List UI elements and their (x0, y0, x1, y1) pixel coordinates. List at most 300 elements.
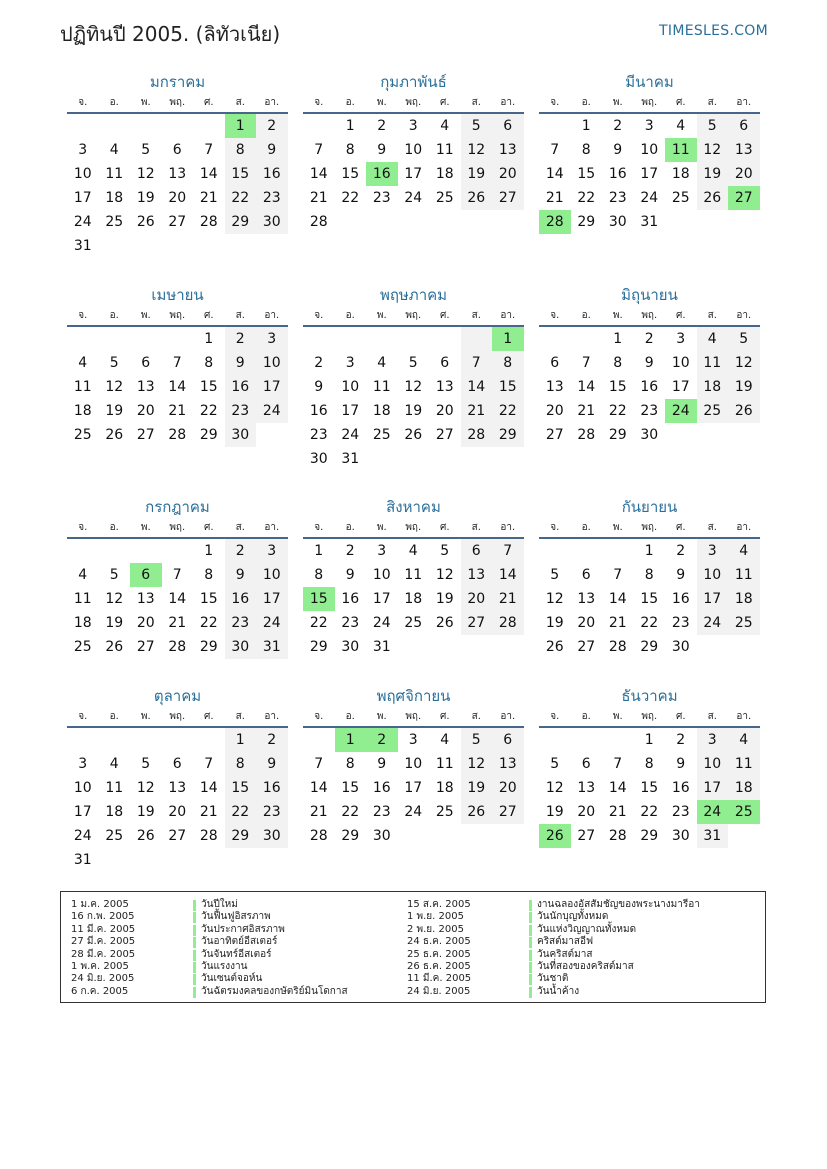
day-cell[interactable]: 8 (345, 756, 355, 772)
day-cell[interactable]: 18 (372, 403, 391, 419)
day-cell[interactable]: 17 (256, 375, 288, 399)
day-cell[interactable]: 12 (105, 591, 124, 607)
day-cell[interactable]: 10 (640, 142, 659, 158)
day-cell[interactable]: 9 (676, 567, 686, 583)
day-cell[interactable]: 19 (404, 403, 423, 419)
day-cell[interactable]: 24 (404, 804, 423, 820)
day-cell[interactable]: 23 (256, 800, 288, 824)
day-cell[interactable]: 30 (225, 423, 257, 447)
day-cell[interactable]: 26 (435, 615, 454, 631)
day-cell[interactable]: 4 (728, 539, 760, 563)
day-cell[interactable]: 24 (73, 214, 92, 230)
day-cell[interactable]: 2 (256, 114, 288, 138)
day-cell[interactable]: 9 (676, 756, 686, 772)
day-cell[interactable]: 26 (728, 399, 760, 423)
day-cell[interactable]: 30 (671, 828, 690, 844)
day-cell[interactable]: 10 (341, 379, 360, 395)
day-cell[interactable]: 2 (225, 539, 257, 563)
day-cell[interactable]: 21 (309, 804, 328, 820)
day-cell[interactable]: 10 (671, 355, 690, 371)
day-cell[interactable]: 7 (204, 756, 214, 772)
day-cell[interactable]: 31 (697, 824, 729, 848)
day-cell[interactable]: 11 (697, 351, 729, 375)
day-cell[interactable]: 14 (461, 375, 493, 399)
day-cell[interactable]: 23 (372, 190, 391, 206)
day-cell[interactable]: 6 (728, 114, 760, 138)
day-cell[interactable]: 5 (461, 114, 493, 138)
day-cell[interactable]: 20 (577, 615, 596, 631)
day-cell[interactable]: 1 (581, 118, 591, 134)
day-cell[interactable]: 9 (314, 379, 324, 395)
day-cell[interactable]: 22 (199, 403, 218, 419)
day-cell[interactable]: 20 (168, 190, 187, 206)
day-cell[interactable]: 5 (697, 114, 729, 138)
day-cell[interactable]: 14 (309, 780, 328, 796)
day-cell[interactable]: 21 (309, 190, 328, 206)
day-cell[interactable]: 24 (697, 611, 729, 635)
day-cell[interactable]: 20 (435, 403, 454, 419)
day-cell[interactable]: 17 (697, 587, 729, 611)
day-cell[interactable]: 22 (225, 800, 257, 824)
day-cell[interactable]: 4 (377, 355, 387, 371)
day-cell[interactable]: 3 (697, 728, 729, 752)
day-cell[interactable]: 27 (577, 828, 596, 844)
day-cell[interactable]: 27 (168, 214, 187, 230)
day-cell[interactable]: 21 (461, 399, 493, 423)
day-cell[interactable]: 15 (199, 591, 218, 607)
day-cell[interactable]: 28 (168, 427, 187, 443)
day-cell[interactable]: 6 (172, 756, 182, 772)
day-cell[interactable]: 28 (168, 639, 187, 655)
day-cell[interactable]: 6 (461, 539, 493, 563)
day-cell[interactable]: 8 (345, 142, 355, 158)
day-cell[interactable]: 6 (492, 114, 524, 138)
day-cell[interactable]: 18 (105, 190, 124, 206)
day-cell[interactable]: 3 (676, 331, 686, 347)
day-cell[interactable]: 5 (440, 543, 450, 559)
day-cell[interactable]: 20 (577, 804, 596, 820)
day-cell[interactable]: 1 (345, 118, 355, 134)
day-cell[interactable]: 22 (608, 403, 627, 419)
day-cell[interactable]: 27 (545, 427, 564, 443)
day-cell[interactable]: 16 (671, 591, 690, 607)
day-cell[interactable]: 3 (644, 118, 654, 134)
day-cell[interactable]: 21 (608, 804, 627, 820)
day-cell[interactable]: 23 (256, 186, 288, 210)
day-cell[interactable]: 14 (168, 591, 187, 607)
day-cell[interactable]: 13 (435, 379, 454, 395)
day-cell[interactable]: 25 (404, 615, 423, 631)
day-cell[interactable]: 5 (550, 756, 560, 772)
day-cell[interactable]: 15 (199, 379, 218, 395)
day-cell[interactable]: 17 (640, 166, 659, 182)
day-cell[interactable]: 7 (314, 756, 324, 772)
day-cell[interactable]: 13 (461, 563, 493, 587)
day-cell[interactable]: 27 (577, 639, 596, 655)
day-cell[interactable]: 17 (671, 379, 690, 395)
day-cell[interactable]: 17 (341, 403, 360, 419)
day-cell[interactable]: 31 (73, 852, 92, 868)
day-cell[interactable]: 31 (640, 214, 659, 230)
day-cell[interactable]: 6 (130, 563, 162, 587)
day-cell[interactable]: 16 (225, 375, 257, 399)
day-cell[interactable]: 10 (256, 351, 288, 375)
day-cell[interactable]: 23 (671, 804, 690, 820)
day-cell[interactable]: 3 (408, 118, 418, 134)
day-cell[interactable]: 9 (256, 752, 288, 776)
day-cell[interactable]: 21 (168, 615, 187, 631)
day-cell[interactable]: 4 (109, 756, 119, 772)
day-cell[interactable]: 8 (204, 567, 214, 583)
day-cell[interactable]: 17 (256, 587, 288, 611)
day-cell[interactable]: 29 (640, 639, 659, 655)
day-cell[interactable]: 11 (105, 780, 124, 796)
day-cell[interactable]: 2 (676, 543, 686, 559)
day-cell[interactable]: 6 (581, 567, 591, 583)
day-cell[interactable]: 11 (435, 142, 454, 158)
day-cell[interactable]: 14 (199, 780, 218, 796)
day-cell[interactable]: 16 (608, 166, 627, 182)
day-cell[interactable]: 26 (105, 639, 124, 655)
day-cell[interactable]: 18 (105, 804, 124, 820)
day-cell[interactable]: 16 (225, 587, 257, 611)
day-cell[interactable]: 29 (577, 214, 596, 230)
day-cell[interactable]: 20 (545, 403, 564, 419)
day-cell[interactable]: 27 (435, 427, 454, 443)
day-cell[interactable]: 5 (141, 142, 151, 158)
day-cell[interactable]: 7 (613, 756, 623, 772)
day-cell[interactable]: 1 (225, 114, 257, 138)
day-cell[interactable]: 14 (492, 563, 524, 587)
day-cell[interactable]: 11 (404, 567, 423, 583)
day-cell[interactable]: 26 (105, 427, 124, 443)
day-cell[interactable]: 7 (461, 351, 493, 375)
day-cell[interactable]: 4 (676, 118, 686, 134)
day-cell[interactable]: 3 (256, 539, 288, 563)
day-cell[interactable]: 24 (404, 190, 423, 206)
day-cell[interactable]: 19 (461, 162, 493, 186)
day-cell[interactable]: 29 (640, 828, 659, 844)
day-cell[interactable]: 23 (309, 427, 328, 443)
day-cell[interactable]: 15 (341, 780, 360, 796)
day-cell[interactable]: 1 (204, 331, 214, 347)
day-cell[interactable]: 15 (303, 587, 335, 611)
day-cell[interactable]: 30 (671, 639, 690, 655)
day-cell[interactable]: 7 (581, 355, 591, 371)
day-cell[interactable]: 22 (309, 615, 328, 631)
day-cell[interactable]: 8 (613, 355, 623, 371)
day-cell[interactable]: 1 (613, 331, 623, 347)
day-cell[interactable]: 10 (372, 567, 391, 583)
day-cell[interactable]: 15 (640, 780, 659, 796)
day-cell[interactable]: 1 (225, 728, 257, 752)
day-cell[interactable]: 26 (697, 186, 729, 210)
day-cell[interactable]: 24 (665, 399, 697, 423)
day-cell[interactable]: 10 (73, 166, 92, 182)
day-cell[interactable]: 1 (644, 543, 654, 559)
day-cell[interactable]: 18 (73, 403, 92, 419)
day-cell[interactable]: 12 (461, 138, 493, 162)
day-cell[interactable]: 18 (404, 591, 423, 607)
day-cell[interactable]: 31 (341, 451, 360, 467)
day-cell[interactable]: 25 (697, 399, 729, 423)
day-cell[interactable]: 6 (581, 756, 591, 772)
day-cell[interactable]: 23 (608, 190, 627, 206)
day-cell[interactable]: 11 (435, 756, 454, 772)
day-cell[interactable]: 29 (199, 639, 218, 655)
day-cell[interactable]: 25 (435, 804, 454, 820)
day-cell[interactable]: 12 (435, 567, 454, 583)
day-cell[interactable]: 6 (550, 355, 560, 371)
day-cell[interactable]: 22 (199, 615, 218, 631)
day-cell[interactable]: 5 (550, 567, 560, 583)
day-cell[interactable]: 5 (109, 567, 119, 583)
day-cell[interactable]: 23 (372, 804, 391, 820)
day-cell[interactable]: 17 (404, 780, 423, 796)
day-cell[interactable]: 3 (408, 732, 418, 748)
day-cell[interactable]: 26 (461, 186, 493, 210)
day-cell[interactable]: 18 (671, 166, 690, 182)
day-cell[interactable]: 5 (728, 327, 760, 351)
day-cell[interactable]: 18 (728, 776, 760, 800)
day-cell[interactable]: 16 (256, 162, 288, 186)
day-cell[interactable]: 9 (644, 355, 654, 371)
day-cell[interactable]: 30 (608, 214, 627, 230)
day-cell[interactable]: 5 (141, 756, 151, 772)
day-cell[interactable]: 9 (225, 351, 257, 375)
day-cell[interactable]: 12 (404, 379, 423, 395)
day-cell[interactable]: 20 (461, 587, 493, 611)
day-cell[interactable]: 27 (461, 611, 493, 635)
day-cell[interactable]: 19 (461, 776, 493, 800)
day-cell[interactable]: 8 (581, 142, 591, 158)
day-cell[interactable]: 17 (73, 190, 92, 206)
day-cell[interactable]: 27 (136, 427, 155, 443)
day-cell[interactable]: 25 (73, 639, 92, 655)
day-cell[interactable]: 28 (461, 423, 493, 447)
day-cell[interactable]: 19 (105, 403, 124, 419)
day-cell[interactable]: 27 (728, 186, 760, 210)
day-cell[interactable]: 3 (78, 142, 88, 158)
day-cell[interactable]: 13 (577, 591, 596, 607)
day-cell[interactable]: 4 (440, 732, 450, 748)
day-cell[interactable]: 8 (204, 355, 214, 371)
day-cell[interactable]: 19 (728, 375, 760, 399)
day-cell[interactable]: 13 (168, 780, 187, 796)
day-cell[interactable]: 23 (225, 611, 257, 635)
day-cell[interactable]: 17 (73, 804, 92, 820)
day-cell[interactable]: 25 (671, 190, 690, 206)
day-cell[interactable]: 3 (697, 539, 729, 563)
day-cell[interactable]: 28 (608, 639, 627, 655)
day-cell[interactable]: 8 (492, 351, 524, 375)
day-cell[interactable]: 14 (608, 591, 627, 607)
day-cell[interactable]: 19 (697, 162, 729, 186)
day-cell[interactable]: 30 (256, 210, 288, 234)
day-cell[interactable]: 16 (366, 162, 398, 186)
day-cell[interactable]: 31 (73, 238, 92, 254)
day-cell[interactable]: 8 (644, 756, 654, 772)
day-cell[interactable]: 4 (408, 543, 418, 559)
day-cell[interactable]: 7 (172, 355, 182, 371)
day-cell[interactable]: 22 (577, 190, 596, 206)
day-cell[interactable]: 8 (314, 567, 324, 583)
day-cell[interactable]: 14 (608, 780, 627, 796)
day-cell[interactable]: 2 (314, 355, 324, 371)
day-cell[interactable]: 7 (550, 142, 560, 158)
day-cell[interactable]: 28 (608, 828, 627, 844)
day-cell[interactable]: 6 (440, 355, 450, 371)
day-cell[interactable]: 1 (492, 327, 524, 351)
day-cell[interactable]: 14 (577, 379, 596, 395)
day-cell[interactable]: 23 (341, 615, 360, 631)
day-cell[interactable]: 8 (644, 567, 654, 583)
day-cell[interactable]: 26 (545, 639, 564, 655)
day-cell[interactable]: 12 (697, 138, 729, 162)
day-cell[interactable]: 6 (492, 728, 524, 752)
day-cell[interactable]: 10 (697, 563, 729, 587)
day-cell[interactable]: 5 (109, 355, 119, 371)
day-cell[interactable]: 9 (225, 563, 257, 587)
day-cell[interactable]: 10 (73, 780, 92, 796)
day-cell[interactable]: 28 (199, 828, 218, 844)
day-cell[interactable]: 17 (404, 166, 423, 182)
day-cell[interactable]: 4 (440, 118, 450, 134)
day-cell[interactable]: 22 (341, 190, 360, 206)
day-cell[interactable]: 9 (345, 567, 355, 583)
day-cell[interactable]: 21 (199, 804, 218, 820)
day-cell[interactable]: 22 (225, 186, 257, 210)
day-cell[interactable]: 15 (608, 379, 627, 395)
day-cell[interactable]: 25 (105, 828, 124, 844)
day-cell[interactable]: 15 (492, 375, 524, 399)
day-cell[interactable]: 28 (577, 427, 596, 443)
day-cell[interactable]: 2 (345, 543, 355, 559)
day-cell[interactable]: 18 (73, 615, 92, 631)
day-cell[interactable]: 16 (309, 403, 328, 419)
day-cell[interactable]: 18 (435, 166, 454, 182)
day-cell[interactable]: 30 (225, 635, 257, 659)
day-cell[interactable]: 3 (345, 355, 355, 371)
day-cell[interactable]: 11 (73, 591, 92, 607)
day-cell[interactable]: 21 (577, 403, 596, 419)
day-cell[interactable]: 25 (435, 190, 454, 206)
day-cell[interactable]: 20 (492, 776, 524, 800)
day-cell[interactable]: 17 (697, 776, 729, 800)
day-cell[interactable]: 19 (105, 615, 124, 631)
day-cell[interactable]: 12 (545, 591, 564, 607)
day-cell[interactable]: 2 (256, 728, 288, 752)
day-cell[interactable]: 29 (199, 427, 218, 443)
day-cell[interactable]: 9 (377, 142, 387, 158)
day-cell[interactable]: 24 (341, 427, 360, 443)
day-cell[interactable]: 11 (728, 563, 760, 587)
day-cell[interactable]: 25 (728, 800, 760, 824)
day-cell[interactable]: 3 (256, 327, 288, 351)
day-cell[interactable]: 12 (728, 351, 760, 375)
day-cell[interactable]: 24 (640, 190, 659, 206)
day-cell[interactable]: 10 (697, 752, 729, 776)
day-cell[interactable]: 3 (78, 756, 88, 772)
day-cell[interactable]: 29 (309, 639, 328, 655)
day-cell[interactable]: 30 (309, 451, 328, 467)
day-cell[interactable]: 4 (728, 728, 760, 752)
day-cell[interactable]: 16 (256, 776, 288, 800)
day-cell[interactable]: 11 (665, 138, 697, 162)
day-cell[interactable]: 20 (492, 162, 524, 186)
day-cell[interactable]: 22 (640, 804, 659, 820)
day-cell[interactable]: 6 (172, 142, 182, 158)
day-cell[interactable]: 13 (168, 166, 187, 182)
day-cell[interactable]: 25 (73, 427, 92, 443)
day-cell[interactable]: 24 (73, 828, 92, 844)
day-cell[interactable]: 28 (309, 828, 328, 844)
day-cell[interactable]: 26 (136, 828, 155, 844)
day-cell[interactable]: 12 (136, 166, 155, 182)
day-cell[interactable]: 2 (676, 732, 686, 748)
day-cell[interactable]: 22 (492, 399, 524, 423)
day-cell[interactable]: 31 (372, 639, 391, 655)
day-cell[interactable]: 1 (335, 728, 367, 752)
day-cell[interactable]: 30 (640, 427, 659, 443)
day-cell[interactable]: 15 (640, 591, 659, 607)
day-cell[interactable]: 31 (256, 635, 288, 659)
day-cell[interactable]: 3 (377, 543, 387, 559)
day-cell[interactable]: 16 (372, 780, 391, 796)
day-cell[interactable]: 15 (577, 166, 596, 182)
day-cell[interactable]: 10 (256, 563, 288, 587)
day-cell[interactable]: 4 (109, 142, 119, 158)
day-cell[interactable]: 24 (256, 611, 288, 635)
day-cell[interactable]: 4 (78, 567, 88, 583)
day-cell[interactable]: 27 (136, 639, 155, 655)
day-cell[interactable]: 19 (545, 615, 564, 631)
day-cell[interactable]: 28 (492, 611, 524, 635)
day-cell[interactable]: 29 (492, 423, 524, 447)
day-cell[interactable]: 13 (545, 379, 564, 395)
day-cell[interactable]: 20 (168, 804, 187, 820)
day-cell[interactable]: 19 (136, 804, 155, 820)
site-link[interactable]: TIMESLES.COM (659, 23, 768, 39)
day-cell[interactable]: 2 (225, 327, 257, 351)
day-cell[interactable]: 28 (199, 214, 218, 230)
day-cell[interactable]: 5 (408, 355, 418, 371)
day-cell[interactable]: 13 (492, 138, 524, 162)
day-cell[interactable]: 29 (225, 824, 257, 848)
day-cell[interactable]: 15 (341, 166, 360, 182)
day-cell[interactable]: 18 (435, 780, 454, 796)
day-cell[interactable]: 11 (105, 166, 124, 182)
day-cell[interactable]: 25 (105, 214, 124, 230)
day-cell[interactable]: 8 (225, 138, 257, 162)
day-cell[interactable]: 24 (697, 800, 729, 824)
day-cell[interactable]: 27 (492, 186, 524, 210)
day-cell[interactable]: 13 (492, 752, 524, 776)
day-cell[interactable]: 30 (256, 824, 288, 848)
day-cell[interactable]: 10 (404, 142, 423, 158)
day-cell[interactable]: 17 (372, 591, 391, 607)
day-cell[interactable]: 1 (644, 732, 654, 748)
day-cell[interactable]: 12 (105, 379, 124, 395)
day-cell[interactable]: 2 (644, 331, 654, 347)
day-cell[interactable]: 30 (372, 828, 391, 844)
day-cell[interactable]: 2 (613, 118, 623, 134)
day-cell[interactable]: 6 (141, 355, 151, 371)
day-cell[interactable]: 26 (539, 824, 571, 848)
day-cell[interactable]: 29 (225, 210, 257, 234)
day-cell[interactable]: 29 (341, 828, 360, 844)
day-cell[interactable]: 1 (204, 543, 214, 559)
